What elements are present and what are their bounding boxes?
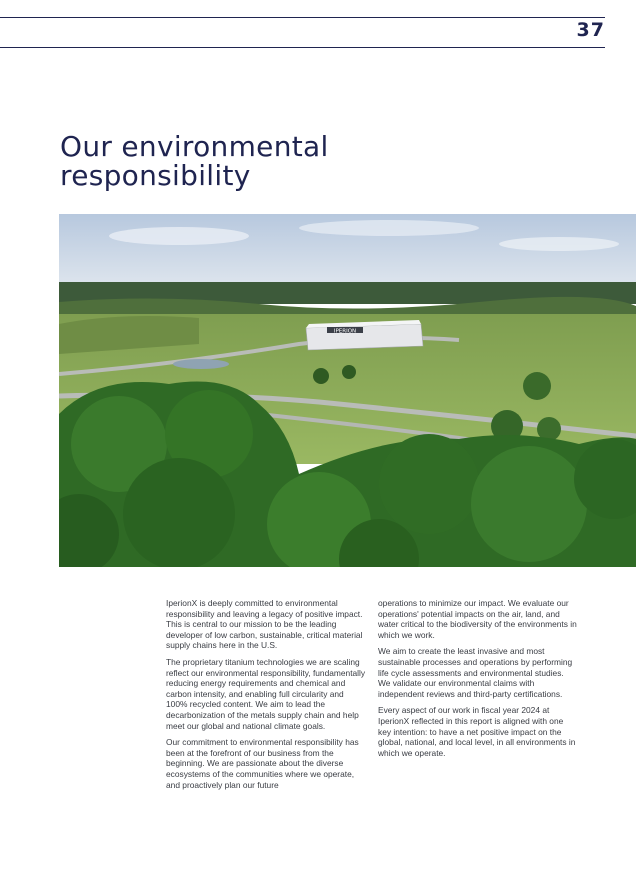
- body-paragraph: Every aspect of our work in fiscal year 2024 at IperionX reflected in this report is aligned with one key intention: to have a net positive impact on the global, national, and local level, in all environments in which we operate.: [378, 705, 576, 758]
- body-column-right: [378, 598, 578, 764]
- aerial-facility-photo: [59, 214, 636, 567]
- header-rule-bottom: [0, 47, 605, 48]
- body-paragraph: IperionX is deeply committed to environmental responsibility and leaving a legacy of positive impact. This is central to our mission to be the leading developer of low carbon, sustainable, critical material supply chains here in the U.S.: [166, 598, 363, 651]
- body-paragraph: We aim to create the least invasive and most sustainable processes and operations by performing life cycle assessments and environmental studies. We validate our environmental claims with independent reviews and third-party certifications.: [378, 646, 573, 699]
- page-title: [60, 132, 329, 190]
- facility-building: [306, 324, 423, 350]
- header-rule-top: [0, 17, 605, 18]
- body-column-left: [166, 598, 366, 796]
- pond: [173, 359, 229, 369]
- body-paragraph: The proprietary titanium technologies we are scaling reflect our environmental responsibility, fundamentally reducing energy requirements and chemical and carbon intensity, and enabling full circularity and 100% recycled content. We aim to lead the decarbonization of the metals supply chain and help meet our global and national climate goals.: [166, 656, 366, 731]
- body-paragraph: operations to minimize our impact. We evaluate our operations' potential impacts on the air, land, and water critical to the biodiversity of the environments in which we work.: [378, 598, 577, 640]
- title-line-2: responsibility: [60, 159, 251, 192]
- building-sign: IPERION: [333, 328, 357, 335]
- body-paragraph: Our commitment to environmental responsibility has been at the forefront of our business from the beginning. We are passionate about the diverse ecosystems of the communities where we operate, and proactively plan our future: [166, 737, 359, 790]
- title-line-1: Our environmental: [60, 130, 329, 163]
- page-number: 37: [576, 19, 605, 41]
